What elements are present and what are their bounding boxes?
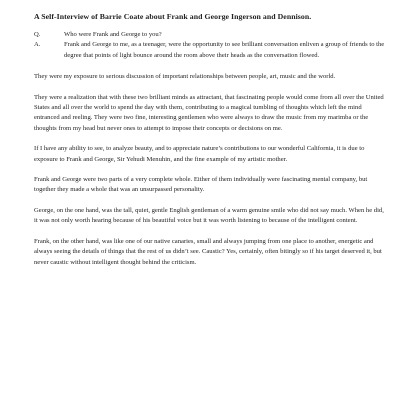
question-tag: Q. bbox=[34, 31, 41, 38]
answer-tag: A. bbox=[34, 41, 41, 49]
answer-row bbox=[34, 40, 390, 61]
paragraph: If I have any ability to see, to analyze beauty, and to appreciate nature’s contributions to our wonderful California, it is due to exposure to Frank and George, Sir Yehudi Menuhin, and the fine example of my artistic mother. bbox=[34, 145, 365, 163]
paragraph: Frank, on the other hand, was like one of our native canaries, small and always jumping from one place to another, energetic and always seeing the details of things that the rest of us didn’t see. Caustic? Yes, certainly, often bitingly so if his target deserved it, but never caustic without intelligent thought behind the criticism. bbox=[34, 237, 382, 266]
question-text: Who were Frank and George to you? bbox=[64, 31, 162, 38]
paragraph: George, on the one hand, was the tall, quiet, gentle English gentleman of a warm genuine smile who did not say much. When he did, it was not only worth hearing because of his beautiful voice but it was worth listening to because of the intelligent content. bbox=[34, 206, 384, 225]
document-title: A Self-Interview of Barrie Coate about Frank and George Ingerson and Dennison. bbox=[34, 12, 312, 21]
question-row bbox=[34, 30, 390, 40]
paragraph: They were my exposure to serious discussion of important relationships between people, art, music and the world. bbox=[34, 73, 336, 81]
paragraph: Frank and George were two parts of a very complete whole. Either of them individually were fascinating mental company, but together they made a whole that was an unsurpassed personality. bbox=[34, 176, 368, 194]
answer-text: Frank and George to me, as a teenager, were the opportunity to see brilliant conversation enliven a group of friends to the degree that points of light bounce around the room above their heads as the conversation flowed. bbox=[64, 41, 385, 59]
paragraph: They were a realization that with these two brilliant minds as attractant, that fascinating people would come from all over the United States and all over the world to spend the day with them, contributing to a magical tumbling of thoughts which left the mind entranced and reeling. They were two fine, interesting gentlemen who were always to draw the music from my marimba or the thoughts from my head but never ones to attempt to impose their concepts or decisions on me. bbox=[34, 93, 384, 132]
